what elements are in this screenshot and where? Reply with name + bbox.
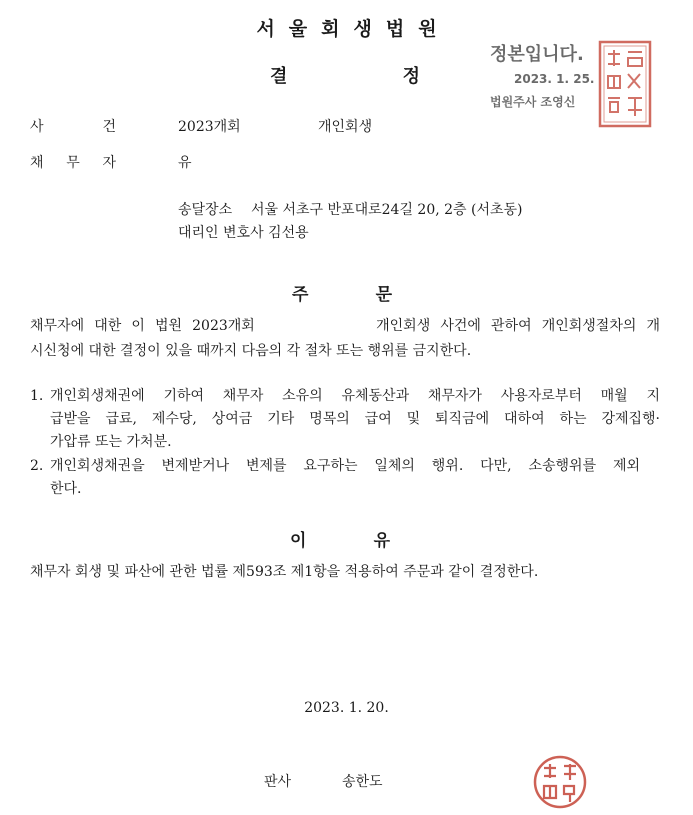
case-name: 개인회생	[318, 119, 373, 135]
case-label	[30, 116, 116, 136]
debtor-label-char: 무	[66, 155, 80, 171]
case-label-char: 사	[30, 119, 44, 135]
certified-copy-stamp: 정본입니다.	[490, 44, 584, 65]
legal-agent: 대리인 변호사 김선용	[178, 225, 309, 241]
order-item-number: 1.	[30, 388, 44, 404]
reason-text: 채무자 회생 및 파산에 관한 법률 제593조 제1항을 적용하여 주문과 같이 결정한다.	[30, 564, 539, 580]
case-number: 2023개회	[178, 119, 241, 135]
order-item-line: 개인회생채권을 변제받거나 변제를 요구하는 일체의 행위. 다만, 소송행위를 제외	[50, 458, 640, 474]
certified-copy-clerk: 법원주사 조영신	[490, 95, 576, 109]
order-heading	[292, 280, 392, 305]
clerk-seal-icon	[598, 40, 652, 128]
order-intro-line: 시신청에 대한 결정이 있을 때까지 다음의 각 절차 또는 행위를 금지한다.	[30, 343, 472, 359]
debtor-name: 유	[178, 155, 192, 171]
document-type-char: 결	[270, 66, 288, 87]
debtor-label-char: 채	[30, 155, 44, 171]
reason-heading	[290, 526, 390, 551]
decision-date: 2023. 1. 20.	[304, 700, 389, 716]
debtor-label	[30, 152, 116, 172]
order-heading-char: 주	[292, 285, 309, 305]
order-item-line: 가압류 또는 가처분.	[50, 434, 172, 450]
order-item-number: 2.	[30, 458, 44, 474]
service-address-label: 송달장소	[178, 202, 233, 218]
case-label-char: 건	[102, 119, 116, 135]
judge-name: 송한도	[342, 774, 383, 790]
debtor-label-char: 자	[102, 155, 116, 171]
order-item-line: 급받을 급료, 제수당, 상여금 기타 명목의 급여 및 퇴직금에 대하여 하는 강제집행·	[50, 411, 660, 427]
order-intro-line: 채무자에 대한 이 법원 2023개회 개인회생 사건에 관하여 개인회생절차의 개	[30, 318, 660, 334]
court-name: 서울회생법원	[256, 18, 451, 40]
order-item-line: 개인회생채권에 기하여 채무자 소유의 유체동산과 채무자가 사용자로부터 매월 지	[50, 388, 660, 404]
reason-heading-char: 이	[290, 531, 307, 551]
judge-seal-icon	[530, 754, 590, 810]
service-address-value: 서울 서초구 반포대로24길 20, 2층 (서초동)	[251, 202, 523, 218]
document-type-char: 정	[402, 66, 420, 87]
order-item-line: 한다.	[50, 481, 82, 497]
order-heading-char: 문	[375, 285, 392, 305]
reason-heading-char: 유	[373, 531, 390, 551]
certified-copy-date: 2023. 1. 25.	[514, 72, 595, 86]
judge-title: 판사	[264, 774, 292, 790]
service-address	[178, 199, 523, 219]
document-type	[270, 62, 420, 88]
